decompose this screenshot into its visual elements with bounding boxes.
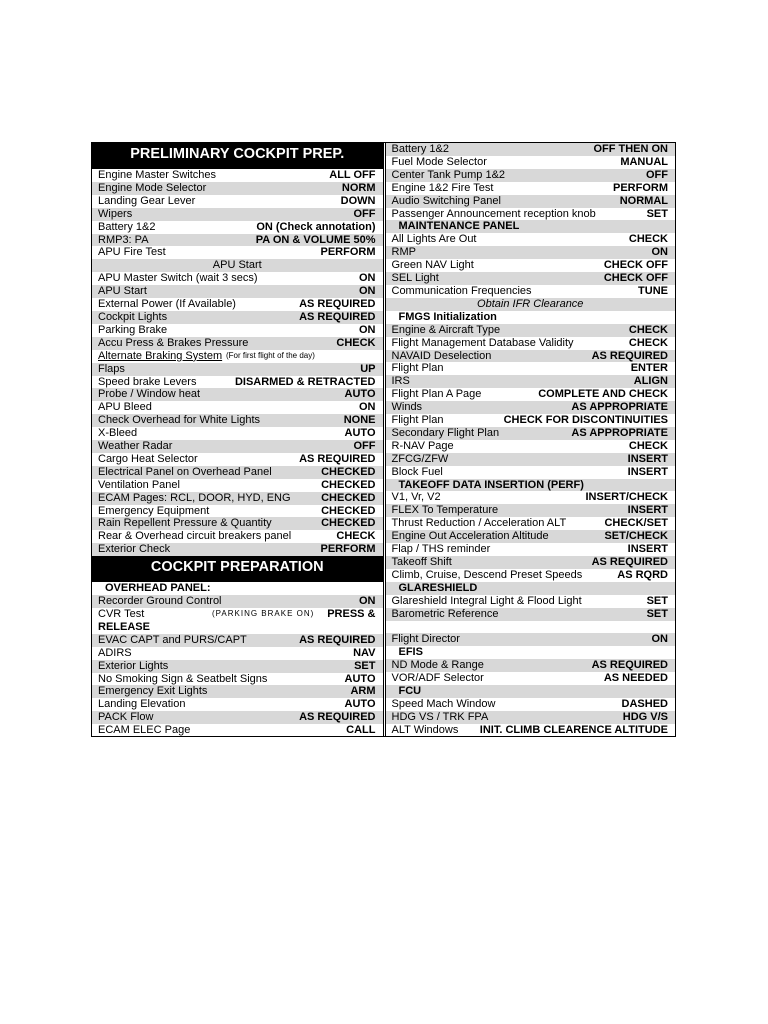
checklist-row	[386, 414, 676, 427]
checklist-row	[92, 401, 383, 414]
checklist-row	[92, 479, 383, 492]
row-value: PERFORM	[613, 181, 668, 194]
row-value: TUNE	[638, 284, 668, 297]
row-value: ON (Check annotation)	[256, 220, 376, 233]
row-value: CHECK	[628, 439, 668, 452]
row-label: Probe / Window heat	[98, 388, 201, 401]
row-label: GLARESHIELD	[398, 581, 478, 594]
row-label: IRS	[391, 375, 410, 388]
checklist-row	[92, 685, 383, 698]
row-value: CHECK OFF	[603, 272, 668, 285]
row-label: Engine Master Switches	[98, 169, 216, 181]
row-label: Barometric Reference	[391, 607, 499, 620]
row-label: Speed brake Levers	[98, 375, 197, 388]
row-value: CHECK	[336, 336, 376, 349]
row-label: Landing Gear Lever	[98, 194, 196, 207]
row-label: Weather Radar	[98, 440, 173, 453]
row-value: AS REQUIRED	[299, 633, 376, 646]
row-label: NAVAID Deselection	[391, 349, 492, 362]
row-label: No Smoking Sign & Seatbelt Signs	[98, 672, 268, 685]
row-value: UP	[360, 362, 376, 375]
row-value: CHECKED	[321, 465, 376, 478]
section-title-preliminary: PRELIMINARY COCKPIT PREP.	[92, 143, 383, 169]
row-value: AUTO	[344, 388, 376, 401]
checklist-sheet	[91, 142, 676, 737]
row-value: AS REQUIRED	[299, 298, 376, 311]
checklist-row	[386, 466, 676, 479]
checklist-row	[92, 350, 383, 363]
row-value: AS RQRD	[617, 568, 668, 581]
row-label: Speed Mach Window	[391, 697, 496, 710]
row-value: CHECK/SET	[604, 517, 668, 530]
row-note: (For first flight of the day)	[226, 350, 315, 360]
row-label: Flaps	[98, 362, 125, 375]
row-label: Fuel Mode Selector	[391, 155, 487, 168]
row-label: APU Start	[98, 285, 147, 298]
checklist-row	[386, 582, 676, 595]
row-value: NONE	[343, 414, 376, 427]
row-value: AS REQUIRED	[591, 349, 668, 362]
checklist-row	[92, 221, 383, 234]
row-value: NORM	[341, 181, 376, 194]
row-label: Emergency Equipment	[98, 504, 210, 517]
checklist-row	[386, 401, 676, 414]
right-rows	[386, 143, 676, 737]
checklist-row	[92, 647, 383, 660]
checklist-row	[92, 337, 383, 350]
row-label: Electrical Panel on Overhead Panel	[98, 465, 272, 478]
row-value: INSERT	[627, 504, 668, 517]
row-label: OVERHEAD PANEL:	[105, 582, 211, 595]
row-label: Cockpit Lights	[98, 310, 168, 323]
checklist-row	[92, 234, 383, 247]
row-value: CHECKED	[321, 517, 376, 530]
checklist-row	[386, 543, 676, 556]
checklist-row	[386, 504, 676, 517]
row-label: Flight Plan A Page	[391, 388, 482, 401]
checklist-row	[386, 453, 676, 466]
checklist-row	[386, 337, 676, 350]
row-label: Exterior Lights	[98, 659, 169, 672]
checklist-row	[92, 634, 383, 647]
checklist-row	[386, 556, 676, 569]
checklist-row	[92, 414, 383, 427]
row-label: Takeoff Shift	[391, 556, 452, 568]
checklist-row	[386, 195, 676, 208]
checklist-row	[92, 543, 383, 556]
row-value: DASHED	[621, 697, 668, 710]
checklist-row	[386, 259, 676, 272]
checklist-row	[92, 376, 383, 389]
checklist-row	[386, 233, 676, 246]
checklist-row	[92, 582, 383, 595]
checklist-row	[92, 311, 383, 324]
row-value: ON	[359, 285, 376, 298]
row-label: Flight Plan	[391, 362, 444, 375]
row-value: DISARMED & RETRACTED	[234, 375, 376, 388]
checklist-row	[92, 208, 383, 221]
checklist-row	[386, 220, 676, 233]
row-value: AS REQUIRED	[591, 659, 668, 672]
checklist-row	[386, 724, 676, 737]
checklist-row	[92, 530, 383, 543]
checklist-row	[92, 285, 383, 298]
row-value: ON	[359, 401, 376, 414]
row-label: Obtain IFR Clearance	[477, 297, 584, 310]
checklist-row	[386, 621, 676, 634]
checklist-row	[92, 259, 383, 272]
checklist-row	[386, 324, 676, 337]
checklist-row	[386, 246, 676, 259]
row-value: SET	[354, 659, 376, 672]
checklist-row	[386, 646, 676, 659]
row-label: Thrust Reduction / Acceleration ALT	[391, 517, 567, 530]
row-label: ZFCG/ZFW	[391, 452, 449, 465]
row-label: Engine Out Acceleration Altitude	[391, 530, 549, 543]
row-label: ALT Windows	[391, 723, 459, 736]
row-value: ON	[359, 323, 376, 336]
row-value: ON	[651, 246, 668, 259]
row-label: EVAC CAPT and PURS/CAPT	[98, 633, 247, 646]
checklist-row	[386, 608, 676, 621]
row-label: External Power (If Available)	[98, 298, 236, 311]
checklist-row	[386, 479, 676, 492]
row-label: Recorder Ground Control	[98, 595, 222, 608]
checklist-row	[92, 724, 383, 737]
row-label: Flight Plan	[391, 414, 444, 427]
checklist-row	[386, 362, 676, 375]
row-label: Accu Press & Brakes Pressure	[98, 336, 249, 349]
row-label: Rear & Overhead circuit breakers panel	[98, 530, 292, 543]
checklist-row	[386, 427, 676, 440]
row-label: ECAM ELEC Page	[98, 724, 191, 737]
row-label: TAKEOFF DATA INSERTION (PERF)	[398, 478, 584, 491]
row-label: EFIS	[398, 646, 423, 659]
checklist-row	[386, 672, 676, 685]
checklist-row	[92, 427, 383, 440]
row-value: CHECKED	[321, 478, 376, 491]
row-value: ON	[359, 595, 376, 608]
checklist-row	[92, 711, 383, 724]
checklist-row	[386, 659, 676, 672]
row-label: Engine Mode Selector	[98, 181, 207, 194]
row-value: ARM	[350, 685, 376, 698]
row-label: RMP3: PA	[98, 233, 149, 246]
row-value: AS NEEDED	[603, 672, 668, 685]
row-label: X-Bleed	[98, 427, 138, 440]
row-label: FCU	[398, 685, 422, 698]
row-value: SET	[646, 594, 668, 607]
row-label: Secondary Flight Plan	[391, 426, 500, 439]
checklist-row	[92, 660, 383, 673]
row-label: Exterior Check	[98, 543, 171, 556]
checklist-row	[92, 673, 383, 686]
row-value: AS REQUIRED	[591, 556, 668, 568]
checklist-row	[92, 298, 383, 311]
row-value: PERFORM	[320, 543, 376, 556]
row-value: SET	[646, 607, 668, 620]
row-value: AS APPROPRIATE	[571, 426, 668, 439]
row-label: Audio Switching Panel	[391, 194, 501, 207]
checklist-row	[386, 143, 676, 156]
row-label: Glareshield Integral Light & Flood Light	[391, 594, 582, 607]
checklist-row	[92, 195, 383, 208]
row-label: ND Mode & Range	[391, 659, 484, 672]
row-label: R-NAV Page	[391, 439, 454, 452]
row-value: CHECK FOR DISCONTINUITIES	[503, 414, 668, 427]
checklist-row	[386, 685, 676, 698]
row-value: INSERT	[627, 543, 668, 556]
row-label: V1, Vr, V2	[391, 491, 441, 504]
cockpit-prep-rows	[92, 582, 383, 608]
row-label: Green NAV Light	[391, 259, 474, 272]
row-label: APU Start	[212, 259, 262, 272]
row-label: RMP	[391, 246, 416, 259]
checklist-row	[386, 156, 676, 169]
row-value: AUTO	[344, 672, 376, 685]
row-label: Engine & Aircraft Type	[391, 323, 501, 336]
checklist-row	[386, 491, 676, 504]
checklist-row	[386, 569, 676, 582]
preliminary-rows	[92, 169, 383, 556]
row-value: PERFORM	[320, 246, 376, 259]
row-label: Cargo Heat Selector	[98, 452, 198, 465]
row-value: INSERT/CHECK	[585, 491, 668, 504]
row-value: CHECK OFF	[603, 259, 668, 272]
row-label: ECAM Pages: RCL, DOOR, HYD, ENG	[98, 491, 291, 504]
row-value: AS REQUIRED	[299, 711, 376, 724]
row-label: Ventilation Panel	[98, 478, 180, 491]
row-value: NAV	[353, 646, 376, 659]
row-value: PA ON & VOLUME 50%	[255, 233, 376, 246]
row-label: ADIRS	[98, 646, 132, 659]
row-value: HDG V/S	[622, 710, 668, 723]
row-value: SET	[646, 207, 668, 220]
row-label: Alternate Braking System	[98, 349, 223, 362]
checklist-row	[92, 182, 383, 195]
row-value: CHECK	[336, 530, 376, 543]
row-label: Battery 1&2	[98, 220, 156, 233]
row-value: INSERT	[627, 465, 668, 478]
row-value: AS REQUIRED	[299, 452, 376, 465]
row-value: AUTO	[344, 698, 376, 711]
row-label: SEL Light	[391, 272, 439, 285]
checklist-row	[386, 517, 676, 530]
row-label: APU Fire Test	[98, 246, 166, 259]
row-value: ENTER	[630, 362, 668, 375]
checklist-row	[386, 440, 676, 453]
row-label: Communication Frequencies	[391, 284, 532, 297]
checklist-row	[386, 388, 676, 401]
cockpit-prep-rows-cont	[92, 634, 383, 737]
row-value: CALL	[346, 724, 376, 737]
row-value: AS APPROPRIATE	[571, 401, 668, 414]
row-label: APU Bleed	[98, 401, 152, 414]
row-value: OFF THEN ON	[593, 143, 668, 155]
checklist-row	[92, 388, 383, 401]
checklist-row	[92, 517, 383, 530]
left-column	[92, 143, 384, 736]
checklist-row	[92, 363, 383, 376]
row-label: VOR/ADF Selector	[391, 672, 484, 685]
checklist-row	[386, 595, 676, 608]
row-value-continued: RELEASE	[98, 620, 150, 633]
checklist-row	[92, 272, 383, 285]
row-label: Parking Brake	[98, 323, 168, 336]
row-value: CHECK	[628, 323, 668, 336]
row-label: Passenger Announcement reception knob	[391, 207, 596, 220]
row-label: Wipers	[98, 207, 133, 220]
row-label: Check Overhead for White Lights	[98, 414, 261, 427]
checklist-row	[386, 272, 676, 285]
row-label: PACK Flow	[98, 711, 154, 724]
checklist-row	[92, 698, 383, 711]
checklist-row	[92, 440, 383, 453]
checklist-row	[386, 208, 676, 221]
row-value: COMPLETE AND CHECK	[538, 388, 668, 401]
row-label: Winds	[391, 401, 423, 414]
checklist-row	[386, 633, 676, 646]
checklist-row	[386, 698, 676, 711]
row-label: Rain Repellent Pressure & Quantity	[98, 517, 272, 530]
right-column	[385, 143, 676, 736]
row-value: CHECKED	[321, 491, 376, 504]
row-value: CHECK	[628, 336, 668, 349]
checklist-row	[386, 350, 676, 363]
row-value: OFF	[646, 168, 668, 181]
row-value: AS REQUIRED	[299, 310, 376, 323]
row-value: ON	[359, 272, 376, 285]
row-value: OFF	[353, 207, 376, 220]
checklist-row	[92, 505, 383, 518]
row-value: ON	[651, 633, 668, 646]
checklist-row	[386, 711, 676, 724]
checklist-row	[92, 492, 383, 505]
row-label: Flight Management Database Validity	[391, 336, 574, 349]
row-label: Flap / THS reminder	[391, 543, 491, 556]
row-value: CHECKED	[321, 504, 376, 517]
row-label: Block Fuel	[391, 465, 443, 478]
row-value: INSERT	[627, 452, 668, 465]
checklist-row	[386, 182, 676, 195]
row-label: Climb, Cruise, Descend Preset Speeds	[391, 568, 583, 581]
row-value: AUTO	[344, 427, 376, 440]
row-label: CVR Test	[98, 608, 145, 620]
checklist-row	[386, 298, 676, 311]
row-value: NORMAL	[619, 194, 668, 207]
row-label: Emergency Exit Lights	[98, 685, 208, 698]
row-label: MAINTENANCE PANEL	[398, 220, 520, 233]
checklist-row	[92, 453, 383, 466]
row-value: SET/CHECK	[604, 530, 668, 543]
checklist-row	[386, 311, 676, 324]
checklist-row	[386, 530, 676, 543]
row-value: OFF	[353, 440, 376, 453]
row-label: Landing Elevation	[98, 698, 186, 711]
row-value: DOWN	[340, 194, 376, 207]
checklist-row	[92, 595, 383, 608]
checklist-row-cvr-test	[92, 608, 383, 634]
checklist-row	[92, 466, 383, 479]
checklist-row	[386, 169, 676, 182]
row-label: FMGS Initialization	[398, 310, 497, 323]
row-label: Flight Director	[391, 633, 460, 646]
checklist-row	[92, 169, 383, 182]
row-label: Engine 1&2 Fire Test	[391, 181, 494, 194]
row-value: PRESS &	[327, 608, 376, 620]
section-title-cockpit-prep: COCKPIT PREPARATION	[92, 556, 383, 582]
row-label: HDG VS / TRK FPA	[391, 710, 489, 723]
row-value: ALIGN	[633, 375, 668, 388]
checklist-row	[92, 246, 383, 259]
row-label: All Lights Are Out	[391, 233, 477, 246]
row-label: APU Master Switch (wait 3 secs)	[98, 272, 258, 285]
row-label: Center Tank Pump 1&2	[391, 168, 506, 181]
row-value: CHECK	[628, 233, 668, 246]
row-note: (PARKING BRAKE ON)	[212, 609, 315, 618]
row-value: INIT. CLIMB CLEARENCE ALTITUDE	[479, 723, 668, 736]
checklist-row	[386, 285, 676, 298]
checklist-row	[386, 375, 676, 388]
row-value: MANUAL	[620, 155, 668, 168]
row-label: Battery 1&2	[391, 143, 449, 155]
row-value: ALL OFF	[329, 169, 376, 181]
checklist-row	[92, 324, 383, 337]
row-label: FLEX To Temperature	[391, 504, 499, 517]
